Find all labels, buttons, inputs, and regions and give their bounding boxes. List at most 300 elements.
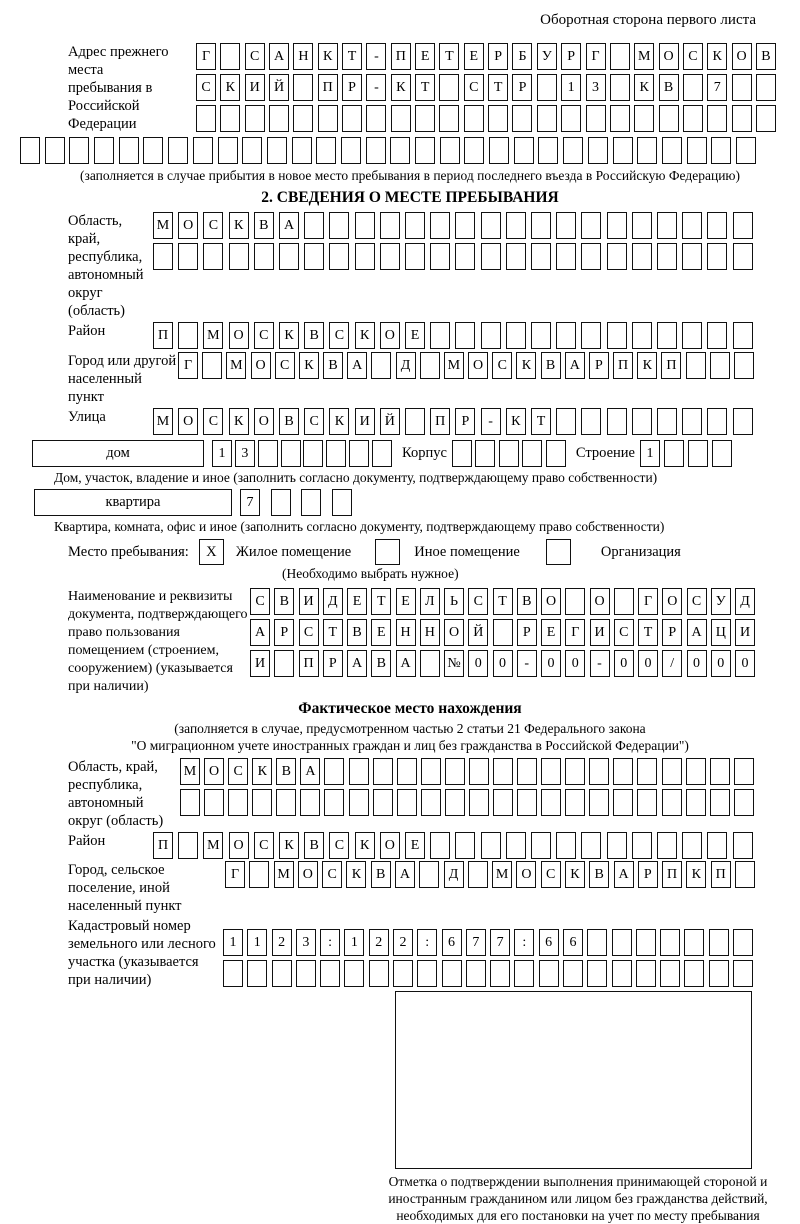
char-box[interactable] [293,74,313,101]
char-box[interactable] [430,212,450,239]
char-box[interactable] [440,137,460,164]
char-box[interactable]: 7 [490,929,510,956]
char-box[interactable] [531,243,551,270]
char-box[interactable] [517,758,537,785]
char-box[interactable]: 7 [707,74,727,101]
char-box[interactable] [258,440,278,467]
char-box[interactable] [517,789,537,816]
char-box[interactable]: 1 [640,440,660,467]
char-box[interactable]: Т [342,43,362,70]
char-box[interactable] [153,243,173,270]
char-box[interactable] [372,440,392,467]
char-box[interactable] [455,832,475,859]
char-box[interactable] [439,105,459,132]
char-box[interactable] [589,758,609,785]
char-box[interactable]: А [347,650,367,677]
char-box[interactable] [684,929,704,956]
char-box[interactable] [664,440,684,467]
char-box[interactable]: К [634,74,654,101]
char-box[interactable] [276,789,296,816]
char-box[interactable] [178,832,198,859]
char-box[interactable]: О [229,322,249,349]
char-box[interactable] [733,929,753,956]
char-box[interactable]: Д [323,588,343,615]
char-box[interactable] [581,832,601,859]
char-box[interactable]: Г [225,861,245,888]
char-box[interactable] [301,489,321,516]
char-box[interactable]: В [254,212,274,239]
char-box[interactable] [556,243,576,270]
char-box[interactable] [271,489,291,516]
char-box[interactable]: М [153,212,173,239]
char-box[interactable] [380,243,400,270]
char-box[interactable]: Т [415,74,435,101]
char-box[interactable]: Е [371,619,391,646]
char-box[interactable] [589,789,609,816]
char-box[interactable] [481,832,501,859]
char-box[interactable] [293,105,313,132]
char-box[interactable] [687,137,707,164]
char-box[interactable] [707,408,727,435]
char-box[interactable] [632,408,652,435]
char-box[interactable]: К [565,861,585,888]
char-box[interactable]: А [279,212,299,239]
char-box[interactable]: Е [405,322,425,349]
char-box[interactable]: П [153,832,173,859]
char-box[interactable]: № [444,650,464,677]
char-box[interactable] [506,832,526,859]
char-box[interactable] [69,137,89,164]
char-box[interactable]: Р [512,74,532,101]
char-box[interactable]: В [659,74,679,101]
char-box[interactable]: С [275,352,295,379]
char-box[interactable] [538,137,558,164]
char-box[interactable]: О [541,588,561,615]
char-box[interactable] [373,789,393,816]
char-box[interactable] [439,74,459,101]
char-box[interactable]: 3 [586,74,606,101]
char-box[interactable]: Р [517,619,537,646]
char-box[interactable] [430,832,450,859]
char-box[interactable]: М [444,352,464,379]
char-box[interactable] [242,137,262,164]
char-box[interactable] [475,440,495,467]
char-box[interactable] [94,137,114,164]
char-box[interactable]: И [590,619,610,646]
char-box[interactable]: Т [531,408,551,435]
char-box[interactable]: С [464,74,484,101]
char-box[interactable]: Т [493,588,513,615]
char-box[interactable] [662,789,682,816]
char-box[interactable]: В [274,588,294,615]
char-box[interactable] [581,322,601,349]
char-box[interactable]: В [371,650,391,677]
char-box[interactable] [481,243,501,270]
char-box[interactable]: 2 [272,929,292,956]
char-box[interactable] [682,832,702,859]
char-box[interactable]: 2 [369,929,389,956]
char-box[interactable] [710,789,730,816]
char-box[interactable]: О [298,861,318,888]
char-box[interactable]: И [299,588,319,615]
char-box[interactable] [326,440,346,467]
char-box[interactable] [707,322,727,349]
char-box[interactable]: Н [293,43,313,70]
char-box[interactable]: О [516,861,536,888]
char-box[interactable] [612,960,632,987]
char-box[interactable]: К [299,352,319,379]
char-box[interactable] [452,440,472,467]
char-box[interactable] [607,408,627,435]
char-box[interactable] [613,758,633,785]
char-box[interactable]: А [614,861,634,888]
char-box[interactable]: И [735,619,755,646]
char-box[interactable]: Р [342,74,362,101]
char-box[interactable]: Р [323,650,343,677]
char-box[interactable] [556,212,576,239]
char-box[interactable]: К [229,212,249,239]
char-box[interactable] [733,212,753,239]
char-box[interactable]: Р [274,619,294,646]
char-box[interactable] [405,212,425,239]
char-box[interactable]: : [417,929,437,956]
char-box[interactable]: Д [735,588,755,615]
char-box[interactable] [632,322,652,349]
char-box[interactable]: У [711,588,731,615]
char-box[interactable] [267,137,287,164]
char-box[interactable]: Е [347,588,367,615]
char-box[interactable]: С [468,588,488,615]
char-box[interactable] [660,929,680,956]
char-box[interactable]: Г [196,43,216,70]
char-box[interactable]: Й [269,74,289,101]
char-box[interactable] [686,789,706,816]
char-box[interactable] [296,960,316,987]
char-box[interactable]: - [481,408,501,435]
char-box[interactable] [587,960,607,987]
char-box[interactable]: С [304,408,324,435]
char-box[interactable] [193,137,213,164]
char-box[interactable]: С [245,43,265,70]
char-box[interactable] [657,322,677,349]
char-box[interactable]: С [228,758,248,785]
char-box[interactable]: - [517,650,537,677]
char-box[interactable] [247,960,267,987]
char-box[interactable] [707,832,727,859]
char-box[interactable]: К [355,322,375,349]
char-box[interactable]: Г [586,43,606,70]
char-box[interactable]: К [318,43,338,70]
char-box[interactable]: К [252,758,272,785]
char-box[interactable] [657,243,677,270]
char-box[interactable]: М [153,408,173,435]
char-box[interactable] [304,212,324,239]
char-box[interactable] [344,960,364,987]
char-box[interactable]: В [347,619,367,646]
char-box[interactable]: М [226,352,246,379]
char-box[interactable] [506,322,526,349]
char-box[interactable] [371,352,391,379]
char-box[interactable] [178,322,198,349]
char-box[interactable] [632,243,652,270]
char-box[interactable] [469,758,489,785]
char-box[interactable] [514,960,534,987]
char-box[interactable]: К [686,861,706,888]
char-box[interactable] [712,440,732,467]
char-box[interactable] [292,137,312,164]
char-box[interactable] [682,212,702,239]
char-box[interactable]: О [590,588,610,615]
char-box[interactable] [610,105,630,132]
char-box[interactable] [420,352,440,379]
char-box[interactable] [20,137,40,164]
char-box[interactable]: К [346,861,366,888]
char-box[interactable] [468,861,488,888]
char-box[interactable]: О [380,322,400,349]
char-box[interactable] [349,758,369,785]
char-box[interactable]: 0 [493,650,513,677]
char-box[interactable] [537,105,557,132]
char-box[interactable] [397,758,417,785]
char-box[interactable] [493,758,513,785]
char-box[interactable]: Н [396,619,416,646]
char-box[interactable] [180,789,200,816]
char-box[interactable]: Т [439,43,459,70]
char-box[interactable]: Р [589,352,609,379]
char-box[interactable]: Е [396,588,416,615]
char-box[interactable] [178,243,198,270]
char-box[interactable] [662,137,682,164]
char-box[interactable] [269,105,289,132]
char-box[interactable]: П [391,43,411,70]
char-box[interactable] [634,105,654,132]
char-box[interactable]: И [355,408,375,435]
char-box[interactable] [734,758,754,785]
char-box[interactable] [272,960,292,987]
char-box[interactable] [415,105,435,132]
char-box[interactable] [442,960,462,987]
char-box[interactable]: С [254,832,274,859]
char-box[interactable] [204,789,224,816]
char-box[interactable] [254,243,274,270]
char-box[interactable] [430,243,450,270]
char-box[interactable]: А [395,861,415,888]
char-box[interactable] [355,243,375,270]
char-box[interactable] [657,408,677,435]
char-box[interactable] [756,105,776,132]
char-box[interactable]: П [613,352,633,379]
char-box[interactable]: О [732,43,752,70]
char-box[interactable] [637,758,657,785]
char-box[interactable]: С [203,212,223,239]
char-box[interactable] [490,960,510,987]
char-box[interactable]: С [322,861,342,888]
char-box[interactable] [563,960,583,987]
char-box[interactable]: В [279,408,299,435]
char-box[interactable] [512,105,532,132]
char-box[interactable] [430,322,450,349]
char-box[interactable] [657,212,677,239]
char-box[interactable]: М [203,832,223,859]
char-box[interactable] [541,758,561,785]
char-box[interactable] [734,789,754,816]
char-box[interactable]: И [245,74,265,101]
char-box[interactable]: Б [512,43,532,70]
char-box[interactable]: С [329,832,349,859]
char-box[interactable]: О [444,619,464,646]
char-box[interactable] [546,440,566,467]
char-box[interactable]: А [269,43,289,70]
char-box[interactable] [342,105,362,132]
char-box[interactable] [662,758,682,785]
char-box[interactable]: : [320,929,340,956]
char-box[interactable] [506,212,526,239]
char-box[interactable]: П [661,352,681,379]
char-box[interactable]: Ь [444,588,464,615]
checkbox-organizatsiya[interactable] [546,539,571,565]
char-box[interactable] [119,137,139,164]
char-box[interactable] [732,105,752,132]
char-box[interactable]: Р [455,408,475,435]
char-box[interactable] [274,650,294,677]
char-box[interactable]: П [662,861,682,888]
char-box[interactable]: С [492,352,512,379]
char-box[interactable]: 6 [442,929,462,956]
char-box[interactable]: К [229,408,249,435]
char-box[interactable] [613,137,633,164]
char-box[interactable]: О [254,408,274,435]
char-box[interactable] [561,105,581,132]
char-box[interactable]: 1 [212,440,232,467]
char-box[interactable]: М [203,322,223,349]
char-box[interactable] [614,588,634,615]
char-box[interactable]: О [659,43,679,70]
char-box[interactable]: 7 [240,489,260,516]
char-box[interactable] [637,789,657,816]
char-box[interactable] [391,105,411,132]
char-box[interactable] [405,243,425,270]
char-box[interactable] [304,243,324,270]
char-box[interactable]: С [203,408,223,435]
char-box[interactable] [531,322,551,349]
char-box[interactable]: 1 [561,74,581,101]
char-box[interactable]: Ц [711,619,731,646]
char-box[interactable] [329,243,349,270]
char-box[interactable] [612,929,632,956]
char-box[interactable]: К [707,43,727,70]
char-box[interactable]: 2 [393,929,413,956]
char-box[interactable] [682,322,702,349]
char-box[interactable]: М [492,861,512,888]
char-box[interactable] [349,440,369,467]
char-box[interactable]: С [683,43,703,70]
char-box[interactable] [390,137,410,164]
char-box[interactable]: Г [638,588,658,615]
char-box[interactable] [489,137,509,164]
char-box[interactable] [229,243,249,270]
char-box[interactable] [707,105,727,132]
char-box[interactable] [660,960,680,987]
char-box[interactable] [203,243,223,270]
char-box[interactable] [499,440,519,467]
char-box[interactable] [732,74,752,101]
char-box[interactable] [369,960,389,987]
char-box[interactable]: А [300,758,320,785]
char-box[interactable] [455,212,475,239]
char-box[interactable]: П [430,408,450,435]
char-box[interactable]: - [366,43,386,70]
char-box[interactable]: В [304,322,324,349]
char-box[interactable] [556,322,576,349]
char-box[interactable] [733,960,753,987]
char-box[interactable] [531,832,551,859]
char-box[interactable]: О [251,352,271,379]
char-box[interactable] [733,832,753,859]
char-box[interactable]: О [380,832,400,859]
char-box[interactable] [581,212,601,239]
char-box[interactable]: В [517,588,537,615]
char-box[interactable]: П [711,861,731,888]
char-box[interactable]: : [514,929,534,956]
char-box[interactable] [756,74,776,101]
char-box[interactable]: Е [415,43,435,70]
char-box[interactable]: М [634,43,654,70]
char-box[interactable]: Р [488,43,508,70]
char-box[interactable]: 0 [687,650,707,677]
char-box[interactable] [493,619,513,646]
char-box[interactable]: С [254,322,274,349]
char-box[interactable]: 0 [614,650,634,677]
char-box[interactable]: Н [420,619,440,646]
char-box[interactable]: К [391,74,411,101]
char-box[interactable] [332,489,352,516]
char-box[interactable]: Д [444,861,464,888]
char-box[interactable] [588,137,608,164]
char-box[interactable] [397,789,417,816]
char-box[interactable] [420,650,440,677]
char-box[interactable]: 3 [235,440,255,467]
char-box[interactable] [469,789,489,816]
char-box[interactable]: Р [662,619,682,646]
char-box[interactable] [733,243,753,270]
char-box[interactable]: А [687,619,707,646]
char-box[interactable] [710,352,730,379]
char-box[interactable] [735,861,755,888]
char-box[interactable] [455,243,475,270]
char-box[interactable]: В [589,861,609,888]
char-box[interactable] [565,758,585,785]
char-box[interactable] [514,137,534,164]
char-box[interactable]: О [662,588,682,615]
char-box[interactable] [445,789,465,816]
char-box[interactable] [531,212,551,239]
char-box[interactable]: С [299,619,319,646]
char-box[interactable] [686,758,706,785]
char-box[interactable] [522,440,542,467]
char-box[interactable] [607,243,627,270]
char-box[interactable] [711,137,731,164]
char-box[interactable] [355,212,375,239]
char-box[interactable] [196,105,216,132]
char-box[interactable]: В [323,352,343,379]
checkbox-inoe[interactable] [375,539,400,565]
char-box[interactable]: 0 [735,650,755,677]
char-box[interactable] [493,789,513,816]
char-box[interactable] [632,832,652,859]
char-box[interactable] [316,137,336,164]
char-box[interactable] [303,440,323,467]
char-box[interactable]: Т [488,74,508,101]
